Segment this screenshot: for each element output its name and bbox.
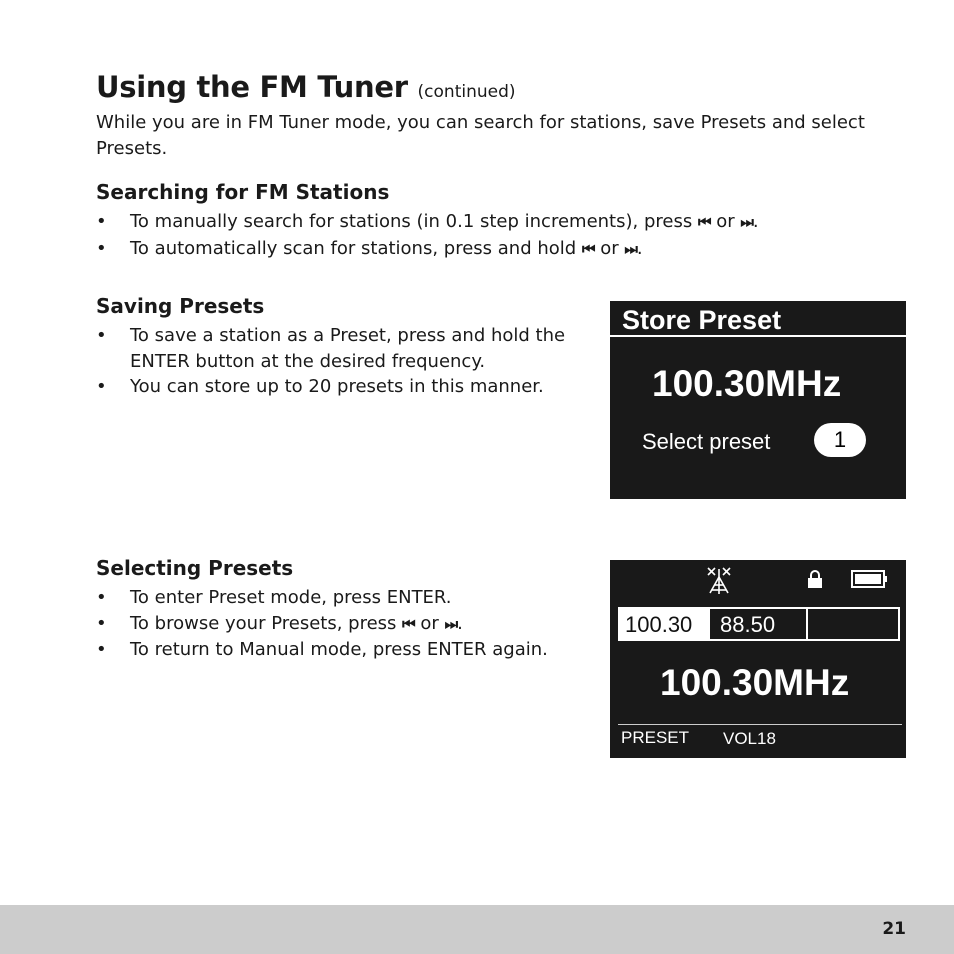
- list-item: [96, 611, 548, 638]
- list-item: • To return to Manual mode, press ENTER again.: [96, 637, 548, 663]
- preset-slot-empty: [806, 609, 898, 639]
- searching-list: [96, 209, 759, 262]
- bullet-text: To manually search for stations (in 0.1 step increments), press: [130, 211, 693, 232]
- previous-track-icon: ⏮: [402, 614, 413, 633]
- or-text: or: [716, 211, 735, 232]
- searching-heading: Searching for FM Stations: [96, 180, 390, 204]
- frequency-readout: 100.30MHz: [660, 662, 850, 703]
- selecting-list: [96, 585, 548, 663]
- mode-label: PRESET: [621, 728, 690, 747]
- or-text: or: [600, 237, 619, 259]
- or-text: or: [420, 612, 439, 634]
- page-number: 21: [882, 919, 906, 939]
- list-item: • To enter Preset mode, press ENTER.: [96, 585, 548, 611]
- store-preset-screen: [610, 301, 906, 499]
- antenna-icon: [706, 565, 732, 595]
- page-title: [96, 70, 516, 104]
- list-item: • To save a station as a Preset, press and hold the ENTER button at the desired frequency.: [96, 323, 596, 374]
- saving-heading: Saving Presets: [96, 294, 265, 318]
- next-track-icon: ⏭: [624, 239, 635, 258]
- frequency-readout: 100.30MHz: [652, 363, 842, 404]
- page-footer: [0, 905, 954, 954]
- preset-number-badge: 1: [814, 423, 866, 457]
- volume-label: VOL18: [723, 729, 776, 748]
- intro-paragraph: While you are in FM Tuner mode, you can search for stations, save Presets and select Presets.: [96, 112, 865, 159]
- preset-mode-screen: [610, 560, 906, 758]
- lock-icon: [807, 570, 823, 588]
- store-preset-header: Store Preset: [610, 301, 906, 337]
- period-text: .: [752, 211, 759, 232]
- list-item: • You can store up to 20 presets in this manner.: [96, 374, 596, 400]
- next-track-icon: ⏭: [740, 213, 751, 231]
- page-title-text: Using the FM Tuner: [96, 70, 408, 104]
- preset-list-bar: [618, 607, 900, 641]
- select-preset-label: Select preset: [642, 429, 771, 454]
- selecting-heading: Selecting Presets: [96, 556, 294, 580]
- bullet-text: To automatically scan for stations, press and hold: [130, 237, 577, 259]
- period-text: .: [457, 612, 463, 634]
- page-title-suffix: (continued): [417, 82, 516, 102]
- saving-list: [96, 323, 596, 400]
- preset-slot: 88.50: [720, 612, 776, 637]
- status-divider: [618, 724, 902, 725]
- bullet-text: To browse your Presets, press: [130, 612, 397, 634]
- list-item: [96, 209, 759, 236]
- preset-slot-selected: 100.30: [620, 609, 710, 639]
- period-text: .: [636, 237, 643, 259]
- previous-track-icon: ⏮: [697, 213, 709, 231]
- battery-icon: [851, 570, 888, 588]
- list-item: [96, 236, 759, 263]
- previous-track-icon: ⏮: [581, 239, 593, 258]
- next-track-icon: ⏭: [444, 614, 456, 633]
